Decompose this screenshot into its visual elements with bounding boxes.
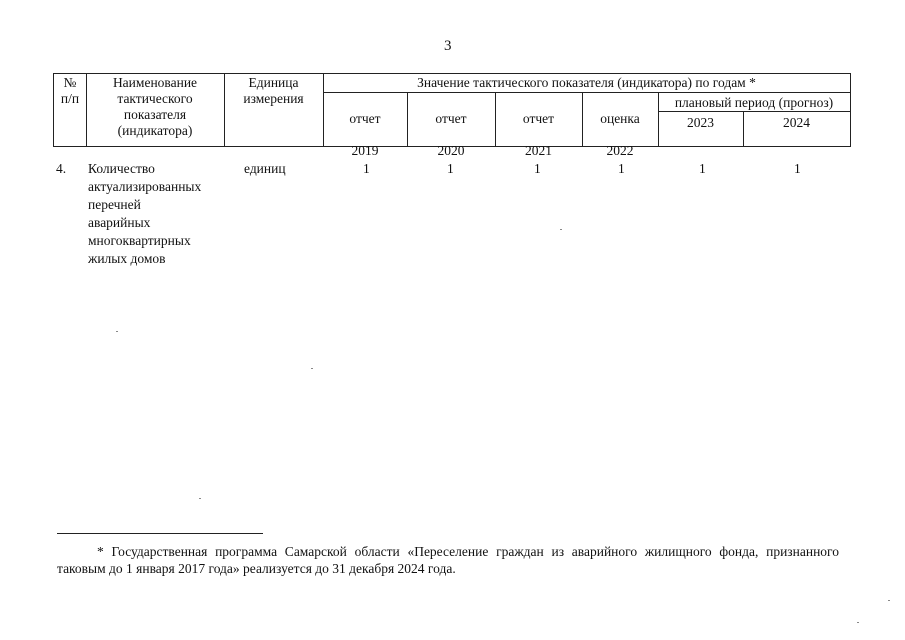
row-value-2019: 1 — [363, 161, 370, 176]
year-value: 2021 — [525, 143, 552, 158]
header-unit: Единица измерения — [243, 75, 304, 106]
scan-speck — [857, 622, 859, 623]
scan-speck — [560, 229, 562, 230]
row-value-2024: 1 — [794, 161, 801, 176]
header-num: № п/п — [60, 75, 80, 106]
year-kind: отчет — [522, 111, 555, 126]
year-kind: оценка — [600, 111, 640, 126]
footnote-divider — [57, 533, 263, 534]
table-header — [53, 73, 851, 158]
scan-speck — [311, 368, 313, 369]
row-unit: единиц — [244, 161, 286, 176]
page-number: 3 — [444, 38, 452, 54]
scan-speck — [199, 498, 201, 499]
year-value: 2022 — [606, 143, 634, 158]
scan-speck — [888, 600, 890, 601]
row-divider — [658, 111, 850, 112]
year-value: 2019 — [351, 143, 379, 158]
row-value-2021: 1 — [534, 161, 541, 176]
header-plan-year: 2023 — [687, 115, 714, 130]
year-kind: отчет — [435, 111, 467, 126]
header-plan-year: 2024 — [783, 115, 810, 130]
scan-speck — [116, 331, 118, 332]
header-indicator-name: Наименование тактического показателя (индикатора) — [112, 75, 198, 138]
row-divider — [323, 92, 850, 93]
row-value-2020: 1 — [447, 161, 454, 176]
row-num: 4. — [56, 161, 67, 176]
year-kind: отчет — [349, 111, 381, 126]
header-plan-title: плановый период (прогноз) — [674, 95, 834, 110]
row-value-2023: 1 — [699, 161, 706, 176]
row-value-2022: 1 — [618, 161, 625, 176]
year-value: 2020 — [437, 143, 465, 158]
row-indicator-name: Количество актуализированных перечней аварийных многоквартирных жилых домов — [88, 161, 202, 266]
footnote-text: * Государственная программа Самарской области «Переселение граждан из аварийного жилищного фонда, признанного таковым до 1 января 2017 года» реализуется до 31 декабря 2024 года. — [57, 544, 839, 576]
header-values-title: Значение тактического показателя (индикатора) по годам * — [417, 75, 756, 90]
